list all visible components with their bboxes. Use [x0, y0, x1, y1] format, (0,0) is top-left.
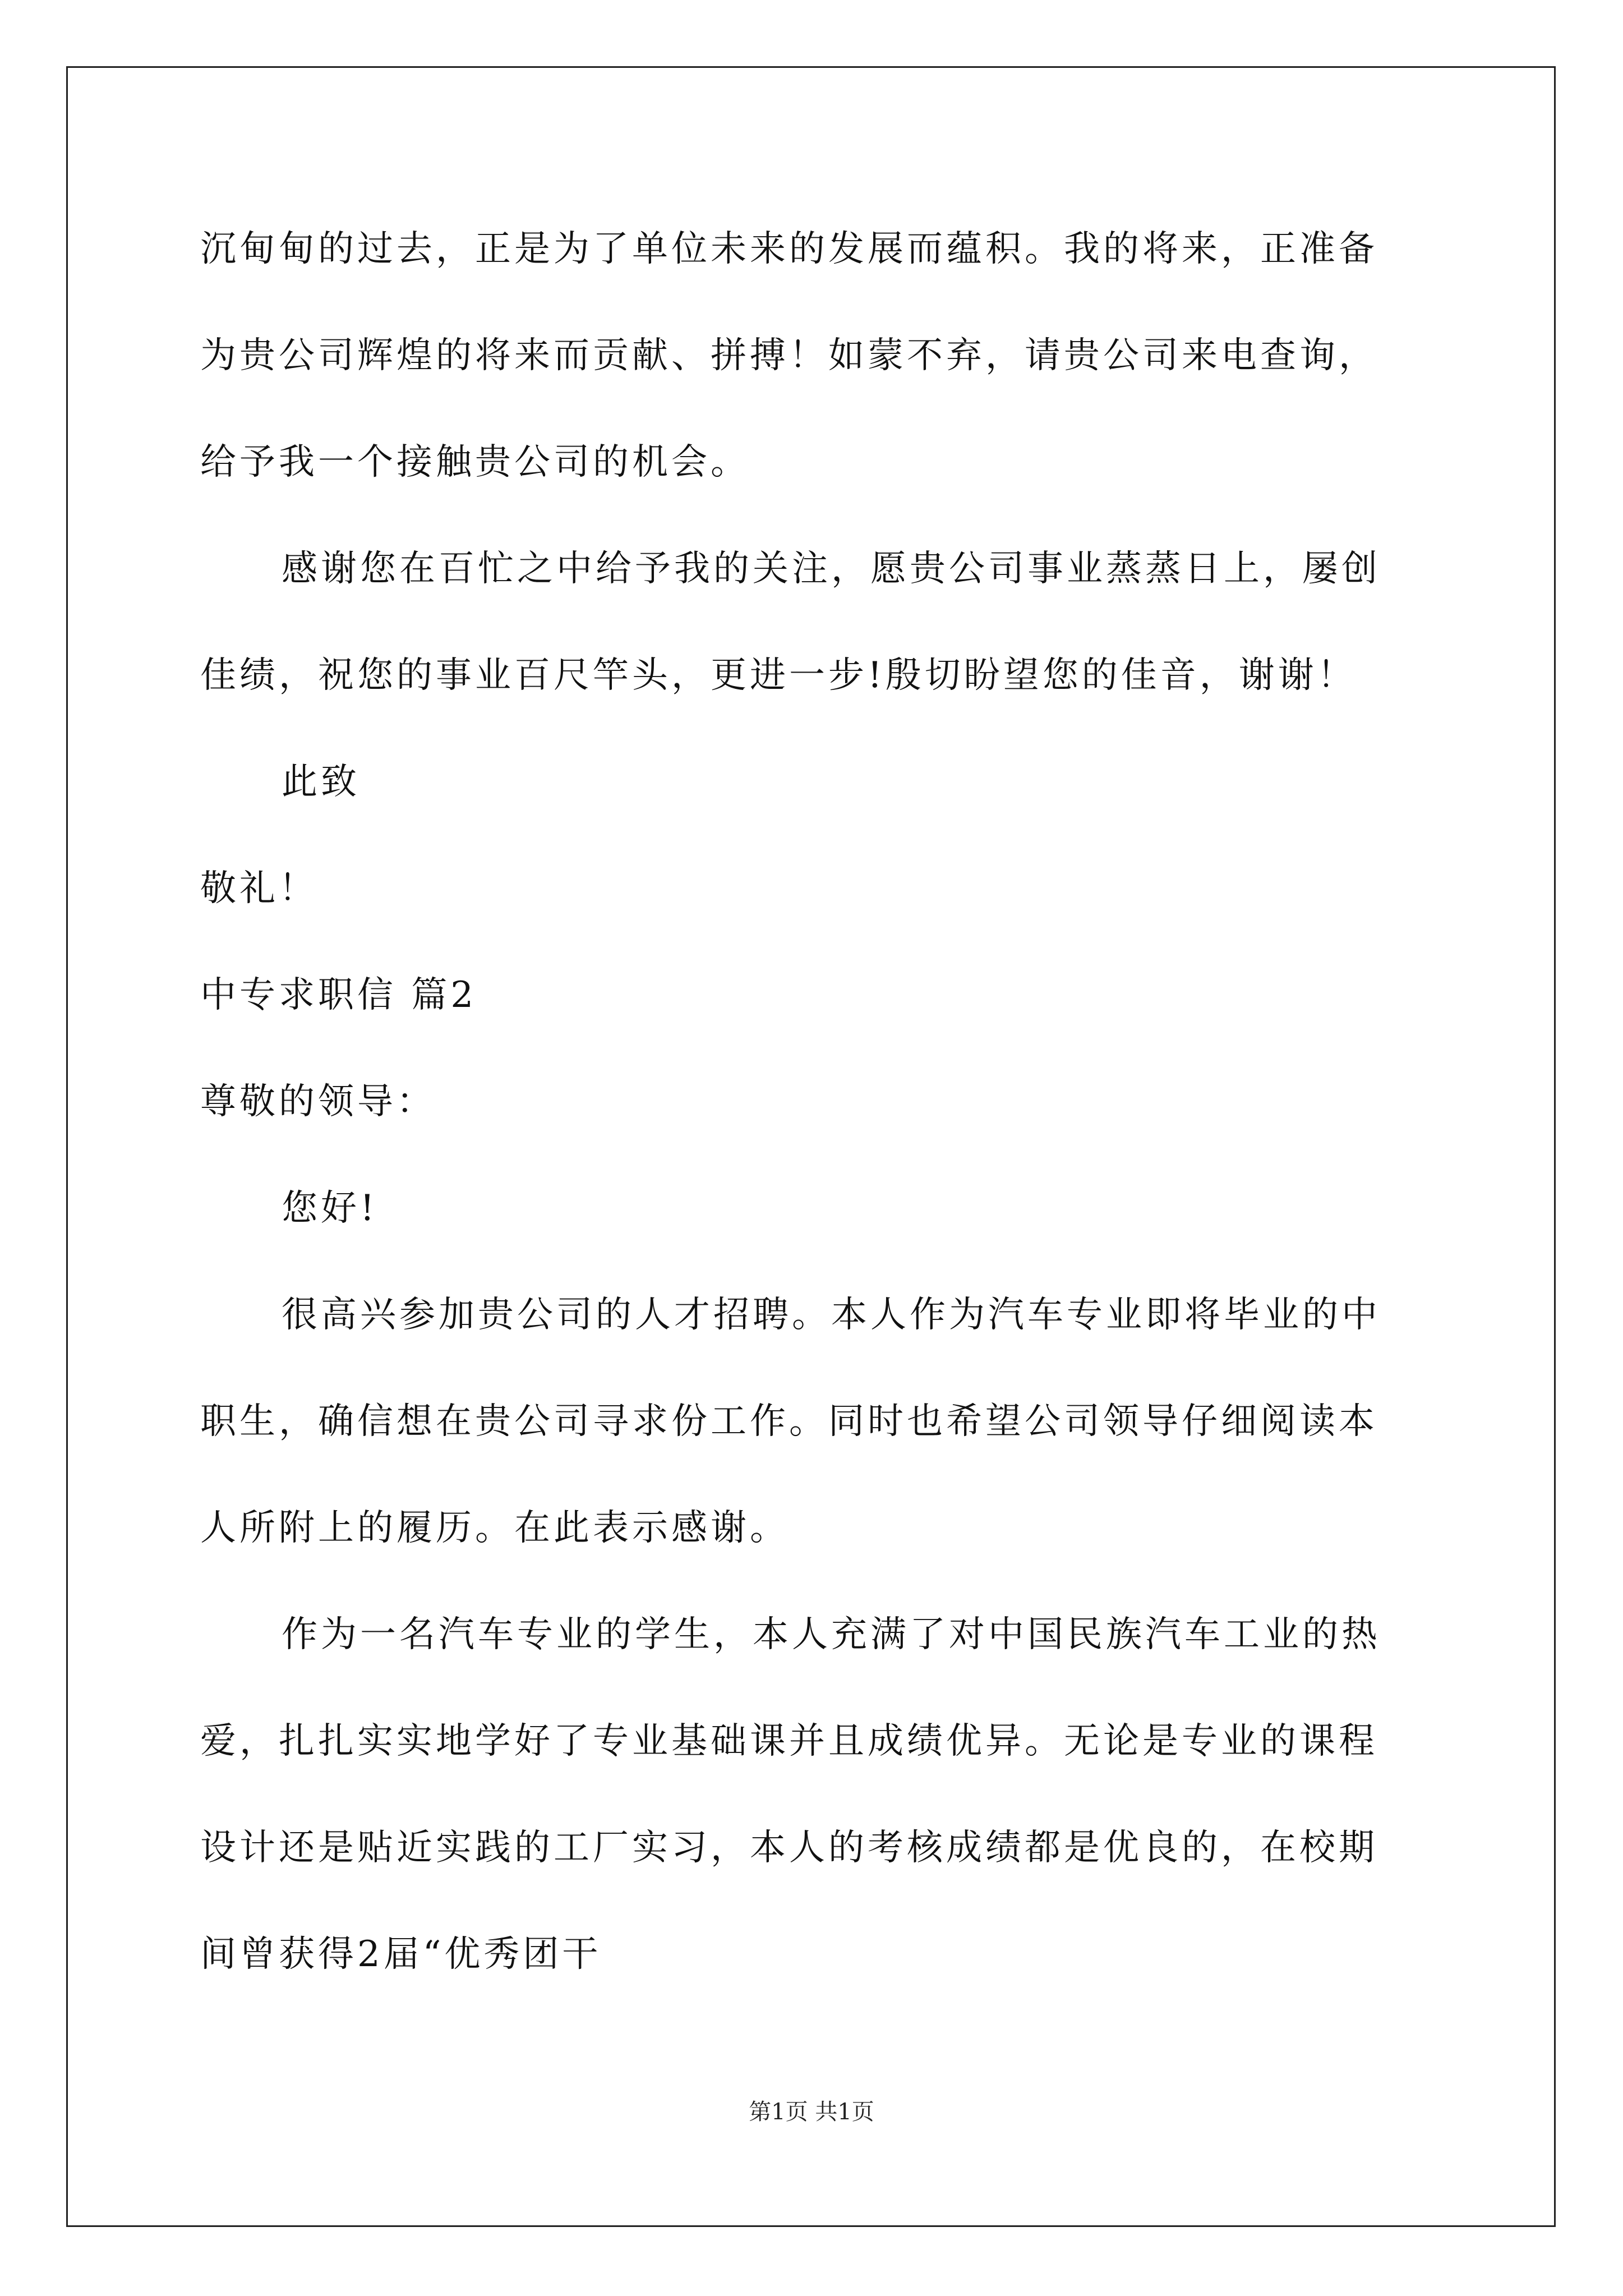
salutation-line: 敬礼！	[200, 868, 318, 909]
body-line: 佳绩，祝您的事业百尺竿头，更进一步!殷切盼望您的佳音，谢谢！	[200, 655, 1357, 696]
greeting-line: 您好!	[282, 1188, 378, 1229]
section-title: 中专求职信 篇2	[200, 974, 477, 1016]
body-line: 作为一名汽车专业的学生，本人充满了对中国民族汽车工业的热	[282, 1614, 1381, 1655]
body-line: 为贵公司辉煌的将来而贡献、拼搏！如蒙不弃，请贵公司来电查询，	[200, 335, 1378, 376]
body-line: 间曾获得2届“优秀团干	[200, 1934, 602, 1975]
body-line: 很高兴参加贵公司的人才招聘。本人作为汽车专业即将毕业的中	[282, 1294, 1381, 1336]
greeting-line: 尊敬的领导：	[200, 1081, 436, 1122]
closing-line: 此致	[282, 761, 360, 803]
page-border	[66, 66, 1556, 2227]
page-footer: 第1页 共1页	[749, 2099, 874, 2125]
body-line: 人所附上的履历。在此表示感谢。	[200, 1507, 789, 1549]
body-line: 沉甸甸的过去，正是为了单位未来的发展而蕴积。我的将来，正准备	[200, 228, 1378, 270]
body-line: 感谢您在百忙之中给予我的关注，愿贵公司事业蒸蒸日上，屡创	[282, 548, 1381, 590]
body-line: 给予我一个接触贵公司的机会。	[200, 441, 750, 483]
body-line: 职生，确信想在贵公司寻求份工作。同时也希望公司领导仔细阅读本	[200, 1401, 1378, 1442]
body-line: 设计还是贴近实践的工厂实习，本人的考核成绩都是优良的，在校期	[200, 1827, 1378, 1869]
body-line: 爱，扎扎实实地学好了专业基础课并且成绩优异。无论是专业的课程	[200, 1720, 1378, 1762]
